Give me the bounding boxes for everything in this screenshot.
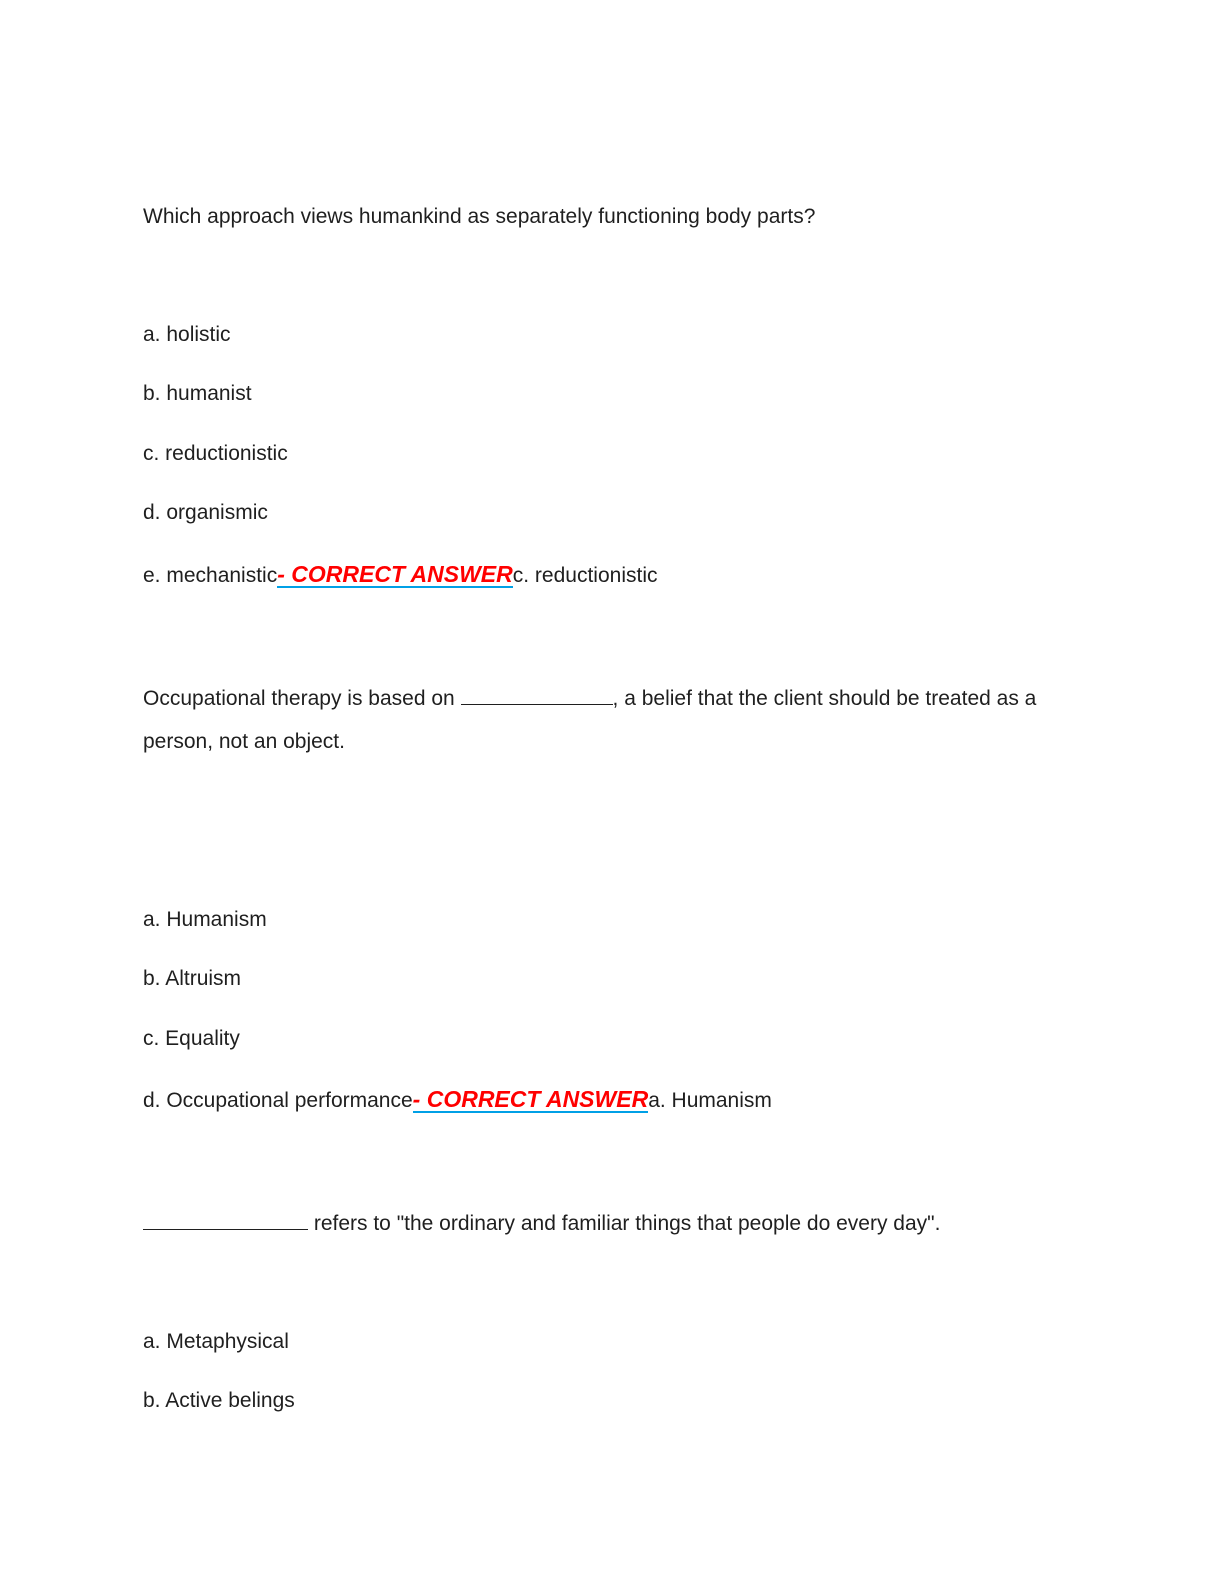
q2-option-b: b. Altruism — [143, 967, 242, 990]
q1-option-b: b. humanist — [143, 382, 252, 405]
q1-option-e-row — [143, 562, 658, 590]
correct-answer-marker: - CORRECT ANSWER — [412, 1086, 649, 1112]
q2-option-d-row — [143, 1087, 772, 1115]
q1-option-c: c. reductionistic — [143, 442, 288, 465]
q2-option-a: a. Humanism — [143, 908, 267, 931]
question-2-text-line2: person, not an object. — [143, 730, 345, 753]
q2-option-d: d. Occupational performance — [143, 1089, 413, 1112]
q1-option-a: a. holistic — [143, 323, 231, 346]
q3-option-a: a. Metaphysical — [143, 1330, 289, 1353]
q2-option-c: c. Equality — [143, 1027, 240, 1050]
q1-option-e: e. mechanistic — [143, 564, 278, 587]
q2-answer: a. Humanism — [648, 1089, 772, 1112]
q1-option-d: d. organismic — [143, 501, 268, 524]
correct-answer-marker: - CORRECT ANSWER — [277, 561, 513, 587]
question-3-text: refers to "the ordinary and familiar things that people do every day". — [143, 1209, 940, 1238]
fill-in-blank — [143, 1209, 308, 1230]
q1-answer: c. reductionistic — [512, 564, 658, 587]
q3-option-b: b. Active belings — [143, 1389, 295, 1412]
question-1-text: Which approach views humankind as separately functioning body parts? — [143, 205, 816, 228]
fill-in-blank — [461, 684, 613, 705]
question-2-text: Occupational therapy is based on , a belief that the client should be treated as a — [143, 684, 1036, 713]
